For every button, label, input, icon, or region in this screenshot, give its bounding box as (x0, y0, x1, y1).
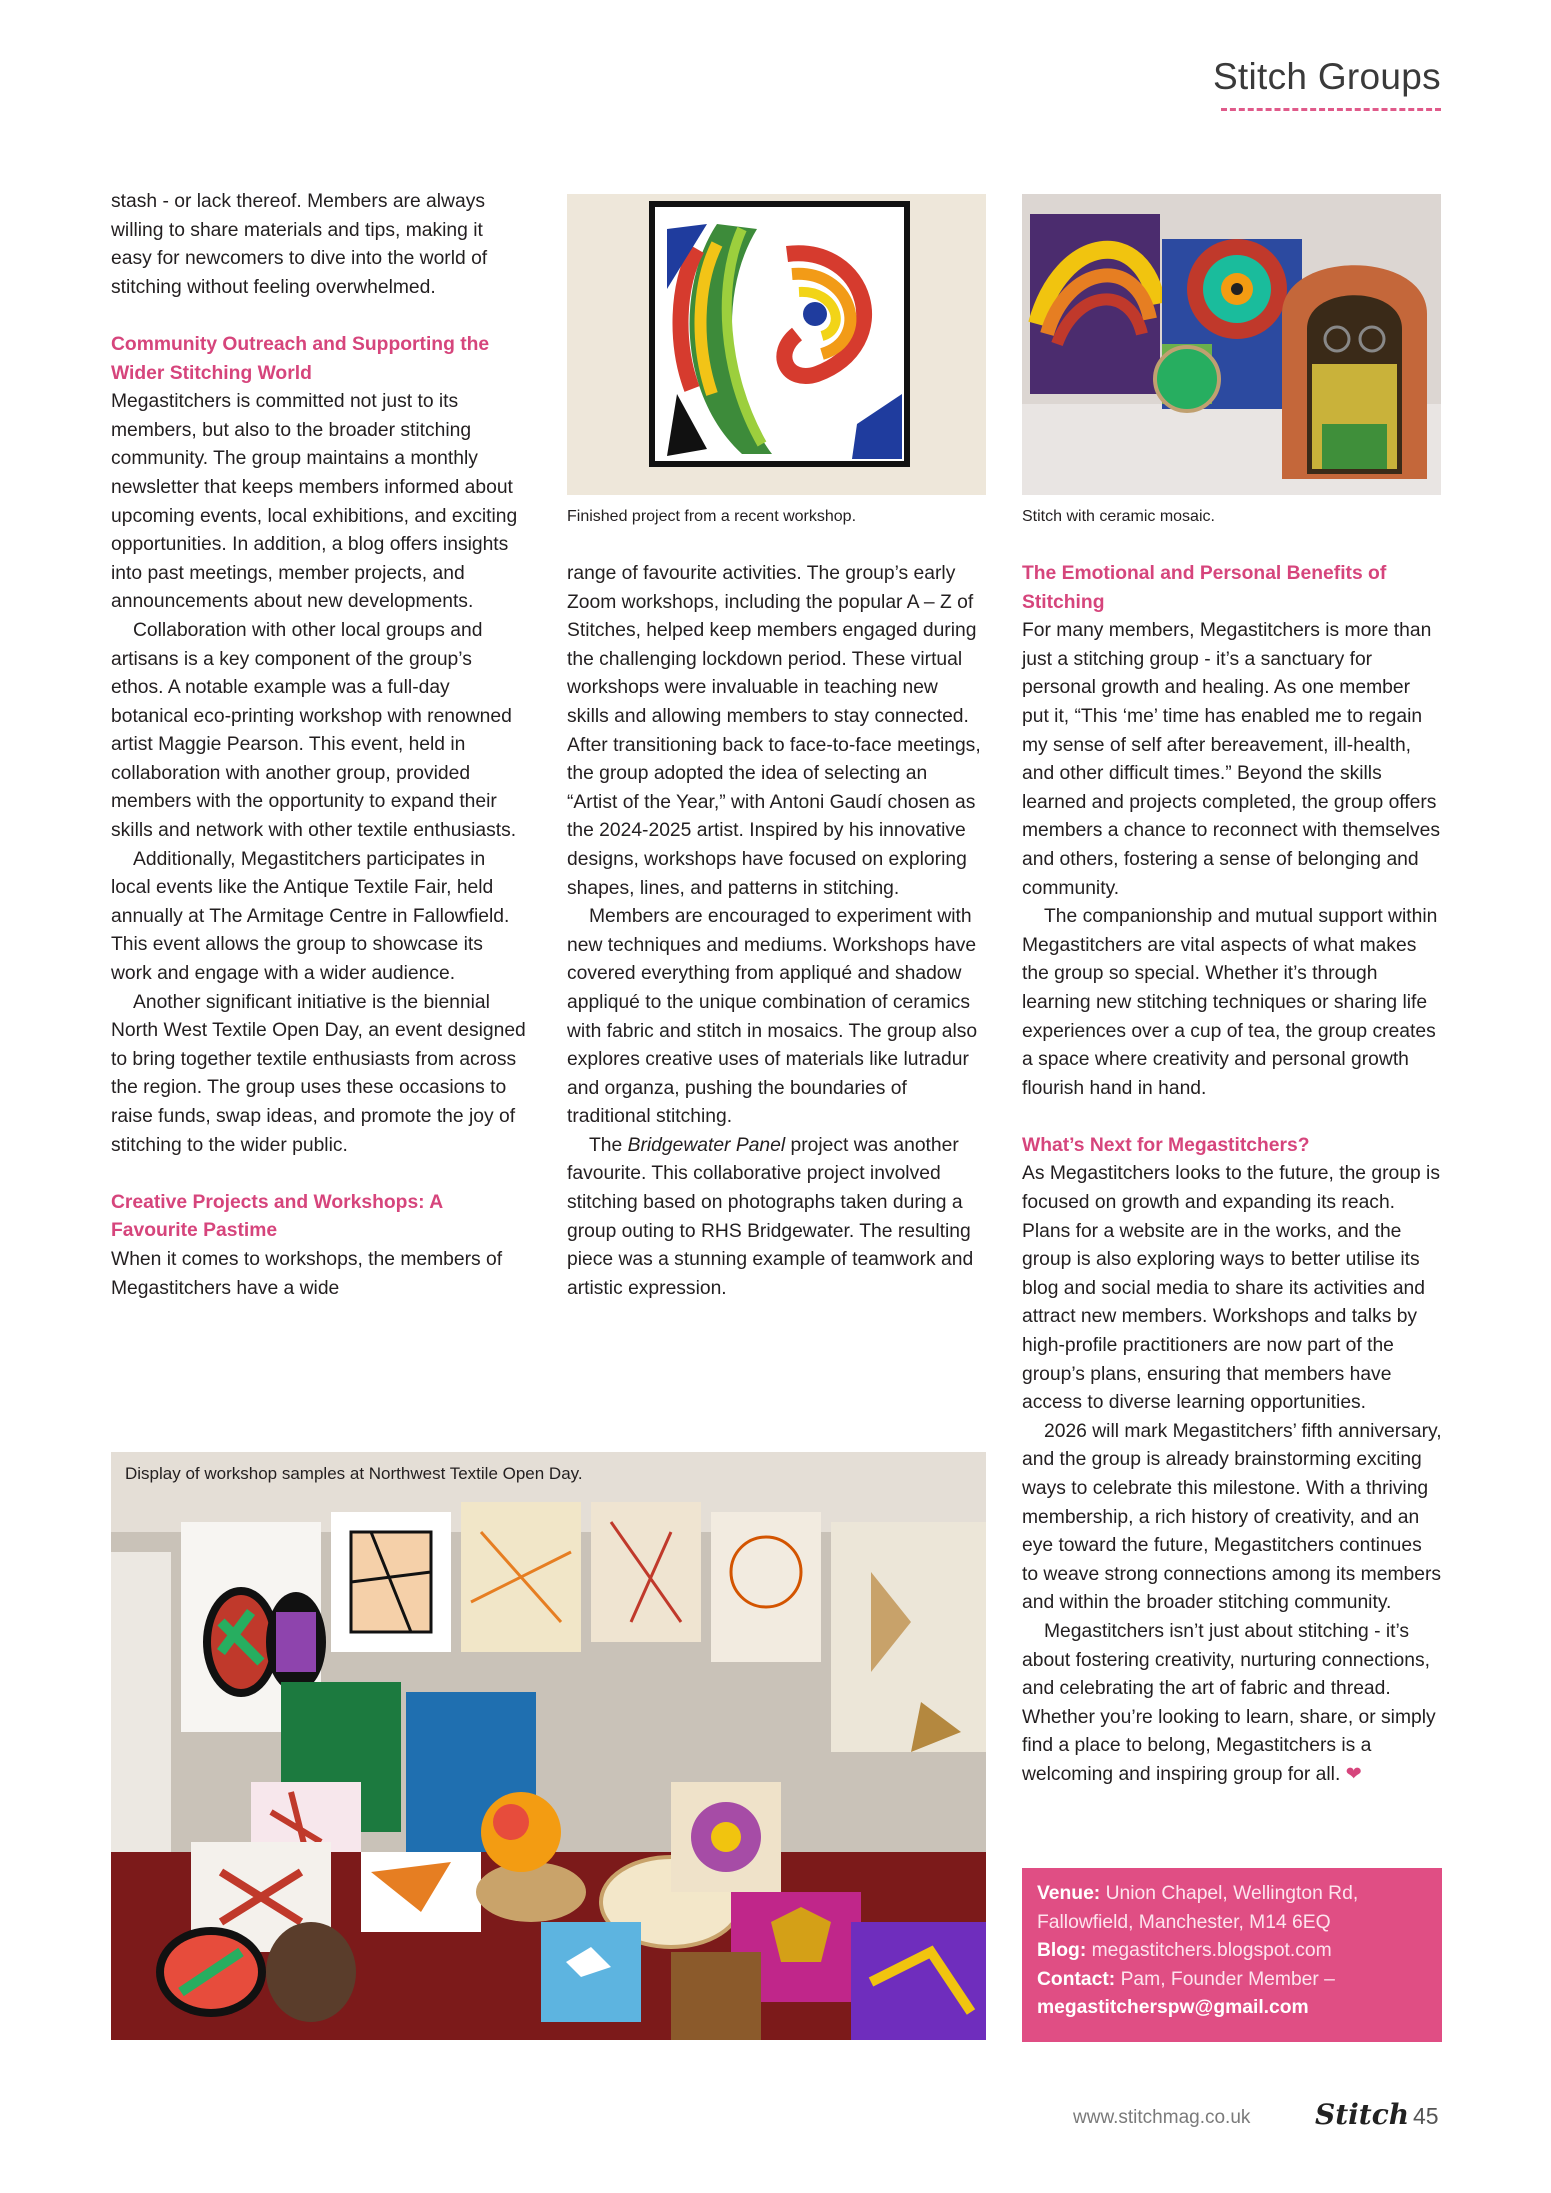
workshop-project-photo (567, 194, 986, 495)
email-link[interactable]: megastitcherspw@gmail.com (1037, 1997, 1309, 2019)
contact-line (1037, 1966, 1427, 1995)
paragraph (567, 1132, 982, 1304)
paragraph: Megastitchers is committed not just to its members, but also to the broader stitching community. The group maintains a monthly newsletter that keeps members informed about upcoming events, local exhibitions, and exciting opportunities. In addition, a blog offers insights into past meetings, member projects, and announcements about new developments. (111, 391, 518, 613)
page-number: 45 (1413, 2103, 1439, 2129)
contact-label: Contact: (1037, 1968, 1116, 1990)
subheading-emotional: The Emotional and Personal Benefits of Stitching (1022, 563, 1387, 613)
article-column-1 (111, 188, 526, 1303)
venue-value: Union Chapel, Wellington Rd, Fallowfield, Manchester, M14 6EQ (1037, 1883, 1359, 1933)
text-run: The (589, 1134, 628, 1156)
heart-icon: ❤ (1345, 1763, 1362, 1785)
paragraph (1022, 1618, 1442, 1790)
section-title: Stitch Groups (1212, 56, 1441, 97)
title-underline (1221, 108, 1441, 111)
subheading-next: What’s Next for Megastitchers? (1022, 1134, 1310, 1156)
paragraph: stash - or lack thereof. Members are always willing to share materials and tips, making it easy for newcomers to dive into the world of stitching without feeling overwhelmed. (111, 191, 488, 298)
email-line (1037, 1994, 1427, 2023)
venue-line (1037, 1880, 1427, 1937)
subheading-outreach: Community Outreach and Supporting the Wider Stitching World (111, 333, 490, 384)
ceramic-mosaic-photo (1022, 194, 1441, 495)
contact-value: Pam, Founder Member – (1120, 1968, 1335, 1990)
paragraph: Additionally, Megastitchers participates in local events like the Antique Textile Fair, held annually at The Armitage Centre in Fallowfield. This event allows the group to showcase its work and engage with a wider audience. (111, 848, 510, 985)
magazine-logo: Stitch (1315, 2098, 1410, 2131)
photo-caption: Stitch with ceramic mosaic. (1022, 508, 1215, 525)
contact-info-box (1022, 1868, 1442, 2042)
blog-line (1037, 1937, 1427, 1966)
paragraph: For many members, Megastitchers is more than just a stitching group - it’s a sanctuary for personal growth and healing. As one member put it, “This ‘me’ time has enabled me to regain my sense of self after bereavement, ill-health, and other difficult times.” Beyond the skills learned and projects completed, the group offers members a chance to reconnect with themselves and others, fostering a sense of belonging and community. (1022, 620, 1440, 899)
text-run: project was another favourite. This collaborative project involved stitching based on photographs taken during a group outing to RHS Bridgewater. The resulting piece was a stunning example of teamwork and artistic expression. (567, 1134, 974, 1299)
text-run: Megastitchers isn’t just about stitching - it’s about fostering creativity, nurturing connections, and celebrating the art of fabric and thread. Whether you’re looking to learn, share, or simply find a place to belong, Megastitchers is a welcoming and inspiring group for all. (1022, 1620, 1436, 1785)
blog-link[interactable]: megastitchers.blogspot.com (1091, 1940, 1332, 1962)
blog-label: Blog: (1037, 1940, 1087, 1962)
photo-caption: Display of workshop samples at Northwest Textile Open Day. (125, 1464, 583, 1483)
paragraph: Collaboration with other local groups and artisans is a key component of the group’s ethos. A notable example was a full-day botanical eco-printing workshop with renowned artist Maggie Pearson. This event, held in collaboration with another group, provided members with the opportunity to expand their skills and network with other textile enthusiasts. (111, 619, 517, 842)
paragraph: When it comes to workshops, the members of Megastitchers have a wide (111, 1248, 503, 1299)
paragraph: 2026 will mark Megastitchers’ fifth anniversary, and the group is already brainstorming exciting ways to celebrate this milestone. With a thriving membership, a rich history of creativity, and an eye toward the future, Megastitchers continues to weave strong connections among its members and within the broader stitching community. (1022, 1420, 1442, 1614)
footer-website[interactable]: www.stitchmag.co.uk (1073, 2107, 1251, 2128)
textile-open-day-photo (111, 1452, 986, 2040)
photo-caption: Finished project from a recent workshop. (567, 508, 857, 525)
paragraph: The companionship and mutual support within Megastitchers are vital aspects of what makes the group so special. Whether it’s through learning new stitching techniques or sharing life experiences over a cup of tea, the group creates a space where creativity and personal growth flourish hand in hand. (1022, 906, 1438, 1099)
paragraph: Members are encouraged to experiment with new techniques and mediums. Workshops have covered everything from appliqué and shadow appliqué to the unique combination of ceramics with fabric and stitch in mosaics. The group also explores creative uses of materials like lutradur and organza, pushing the boundaries of traditional stitching. (567, 906, 978, 1128)
article-column-2 (567, 560, 982, 1303)
paragraph: range of favourite activities. The group’s early Zoom workshops, including the popular A – Z of Stitches, helped keep members engaged during the challenging lockdown period. These virtual workshops were invaluable in teaching new skills and allowing members to stay connected. After transitioning back to face-to-face meetings, the group adopted the idea of selecting an “Artist of the Year,” with Antoni Gaudí chosen as the 2024-2025 artist. Inspired by his innovative designs, workshops have focused on exploring shapes, lines, and patterns in stitching. (567, 563, 981, 899)
article-column-3 (1022, 560, 1442, 1790)
venue-label: Venue: (1037, 1883, 1101, 1904)
panel-title: Bridgewater Panel (627, 1134, 786, 1156)
paragraph: Another significant initiative is the biennial North West Textile Open Day, an event designed to bring together textile enthusiasts from across the region. The group uses these occasions to raise funds, swap ideas, and promote the joy of stitching to the wider public. (111, 991, 526, 1156)
paragraph: As Megastitchers looks to the future, the group is focused on growth and expanding its reach. Plans for a website are in the works, and the group is also exploring ways to better utilise its blog and social media to share its activities and attract new members. Workshops and talks by high-profile practitioners are now part of the group’s plans, ensuring that members have access to diverse learning opportunities. (1022, 1163, 1440, 1414)
subheading-creative: Creative Projects and Workshops: A Favourite Pastime (111, 1191, 443, 1242)
